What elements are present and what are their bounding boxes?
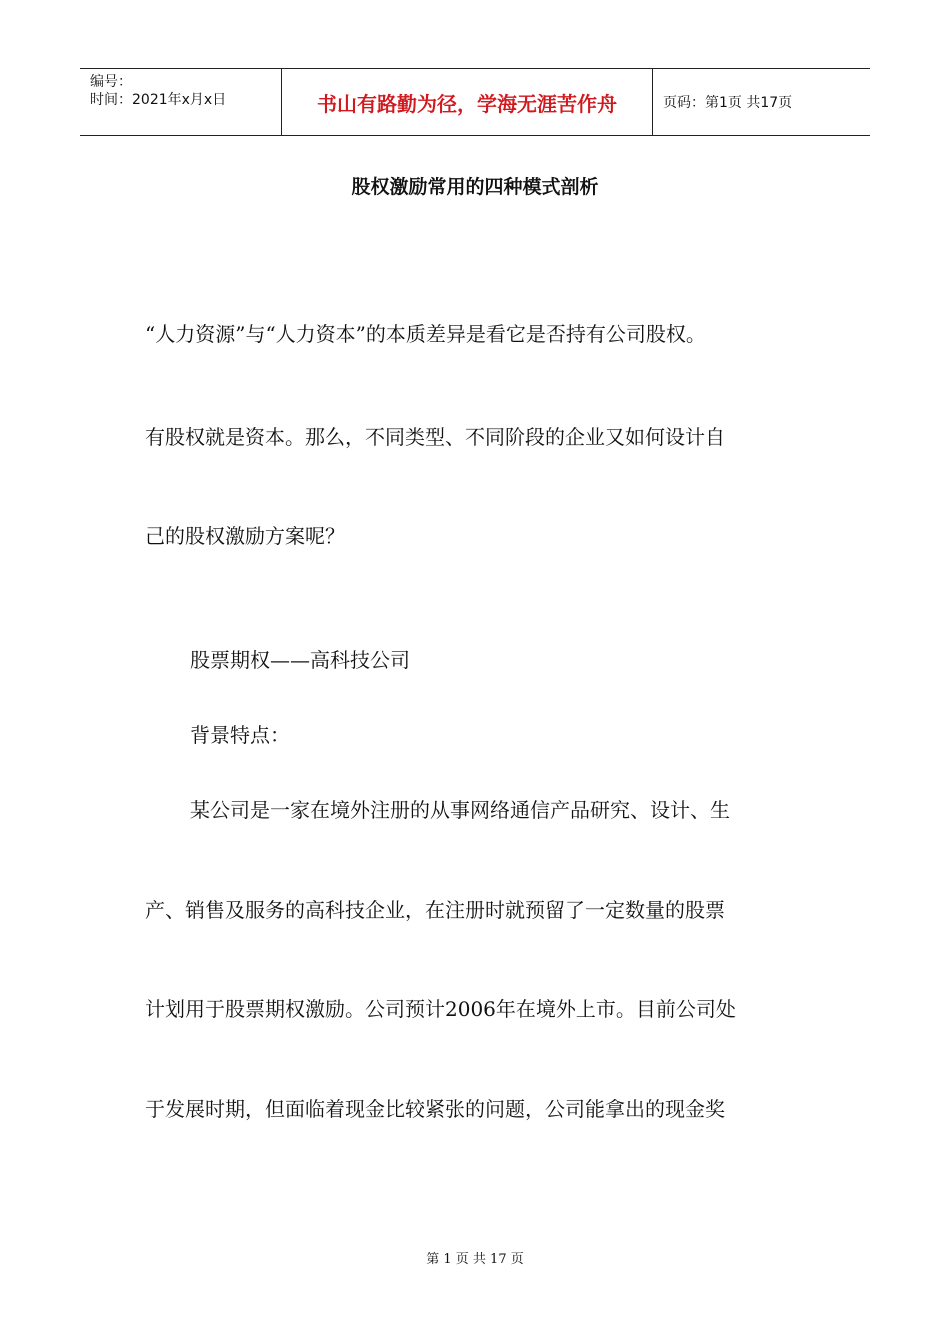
background-heading: 背景特点： xyxy=(190,723,290,747)
header-motto: 书山有路勤为径，学海无涯苦作舟 xyxy=(317,91,617,116)
header-motto-cell xyxy=(281,69,653,135)
body-line-1: “人力资源”与“人力资本”的本质差异是看它是否持有公司股权。 xyxy=(145,322,706,346)
document-title: 股权激励常用的四种模式剖析 xyxy=(351,176,599,198)
header-page-info: 页码：第1页 共17页 xyxy=(663,95,793,111)
body-line-3: 己的股权激励方案呢？ xyxy=(145,524,345,548)
body-line-7: 产、销售及服务的高科技企业，在注册时就预留了一定数量的股票 xyxy=(145,898,725,922)
body-line-8: 计划用于股票期权激励。公司预计2006年在境外上市。目前公司处 xyxy=(145,997,736,1021)
body-line-2: 有股权就是资本。那么，不同类型、不同阶段的企业又如何设计自 xyxy=(145,425,725,449)
header-page-cell xyxy=(653,69,870,135)
section-heading-stock-options: 股票期权——高科技公司 xyxy=(190,648,410,672)
date-label: 时间：2021年x月x日 xyxy=(90,92,227,108)
serial-number-label: 编号： xyxy=(90,74,132,90)
page-footer: 第 1 页 共 17 页 xyxy=(426,1252,524,1267)
body-line-6: 某公司是一家在境外注册的从事网络通信产品研究、设计、生 xyxy=(190,798,730,822)
header-meta-cell xyxy=(80,69,281,135)
document-header xyxy=(80,68,870,136)
body-line-9: 于发展时期，但面临着现金比较紧张的问题，公司能拿出的现金奖 xyxy=(145,1097,725,1121)
